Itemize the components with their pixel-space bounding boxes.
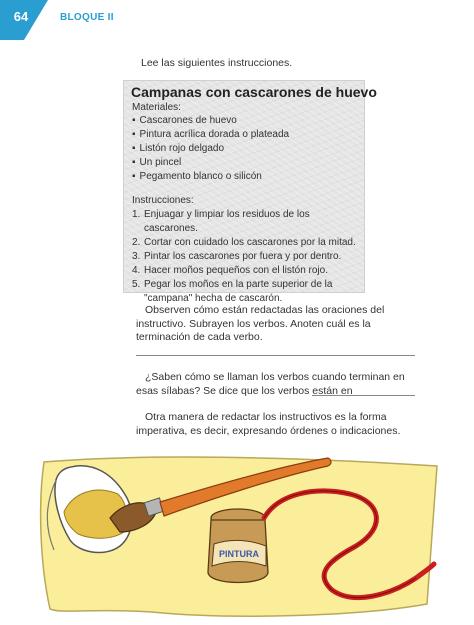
instructions-heading: Instrucciones: [132, 195, 194, 206]
instructions-list [132, 208, 364, 306]
instruction-item [132, 250, 364, 264]
instruction-card [123, 80, 377, 304]
step-text: Hacer moños pequeños con el listón rojo. [144, 265, 328, 276]
material-item: ▪ Pintura acrílica dorada o plateada [132, 128, 289, 142]
instruction-item [132, 264, 364, 278]
paragraph-imperative-text: Otra manera de redactar los instructivos es la forma imperativa, es decir, expresando órdenes o indicaciones. [136, 411, 401, 437]
block-label: BLOQUE II [60, 12, 114, 23]
material-item: ▪ Cascarones de huevo [132, 114, 289, 128]
craft-illustration [32, 454, 444, 622]
intro-text: Lee las siguientes instrucciones. [141, 57, 293, 69]
paint-jar-icon [208, 509, 268, 583]
step-text: Enjuagar y limpiar los residuos de los cascarones. [144, 209, 310, 234]
paragraph-verbs [136, 304, 418, 345]
material-item: ▪ Listón rojo delgado [132, 142, 289, 156]
material-item: ▪ Pegamento blanco o silicón [132, 170, 289, 184]
materials-heading: Materiales: [132, 102, 181, 113]
step-number: 5. [132, 279, 141, 290]
answer-line-1[interactable] [136, 355, 415, 356]
jar-label: PINTURA [219, 549, 259, 559]
step-text: Pegar los moños en la parte superior de la "campana" hecha de cascarón. [144, 279, 333, 304]
step-number: 1. [132, 209, 141, 220]
step-number: 4. [132, 265, 141, 276]
material-item: ▪ Un pincel [132, 156, 289, 170]
paragraph-imperative [136, 411, 418, 438]
answer-line-2[interactable] [312, 395, 415, 396]
step-text: Cortar con cuidado los cascarones por la mitad. [144, 237, 356, 248]
materials-list [132, 114, 289, 184]
card-title: Campanas con cascarones de huevo [131, 84, 377, 100]
instruction-item [132, 208, 364, 236]
instruction-item [132, 236, 364, 250]
paragraph-question [136, 371, 418, 398]
page-number: 64 [13, 9, 29, 24]
step-number: 2. [132, 237, 141, 248]
paragraph-question-text: ¿Saben cómo se llaman los verbos cuando terminan en esas sílabas? Se dice que los verbos están en [136, 371, 405, 397]
step-number: 3. [132, 251, 141, 262]
instruction-item [132, 278, 364, 306]
paragraph-verbs-text: Observen cómo están redactadas las oraciones del instructivo. Subrayen los verbos. Anoten cuál es la terminación de cada verbo. [136, 304, 385, 343]
step-text: Pintar los cascarones por fuera y por dentro. [144, 251, 342, 262]
